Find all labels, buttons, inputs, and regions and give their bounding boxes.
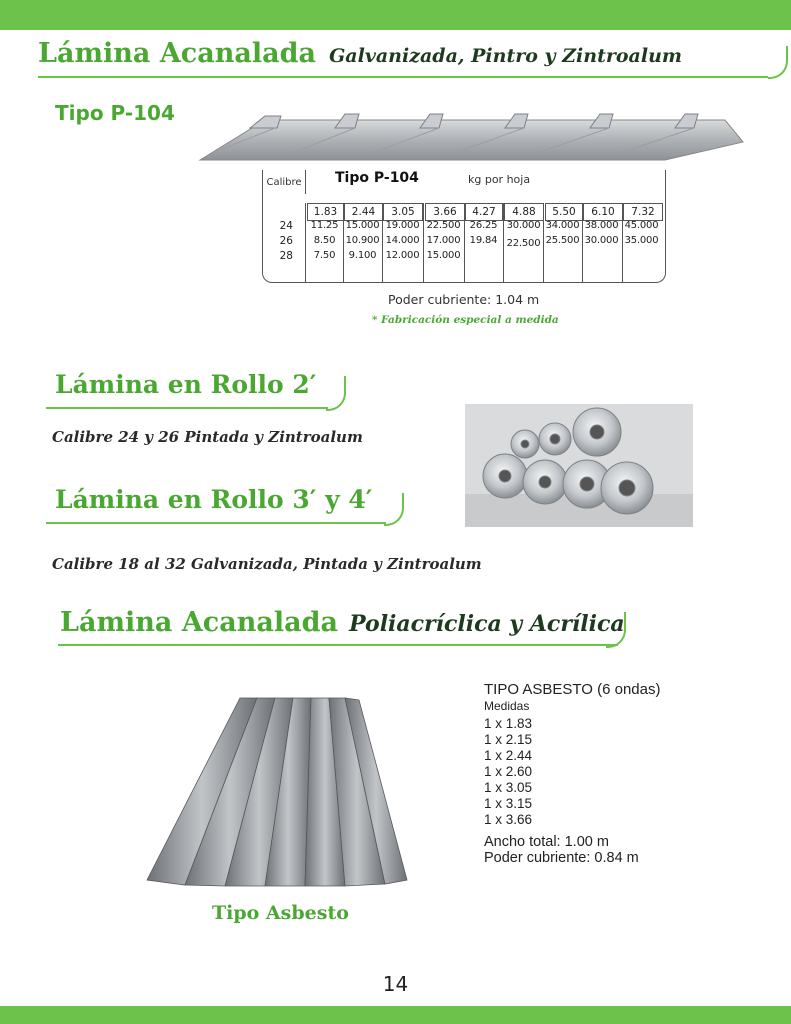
medida-item: 1 x 3.66: [484, 812, 533, 827]
rollo2-description: Calibre 24 y 26 Pintada y Zintroalum: [52, 428, 363, 446]
rollo2-underline: [46, 407, 328, 409]
title-underline: [38, 76, 768, 78]
calibre-value: 26: [279, 235, 293, 247]
table-cell: 25.500: [545, 235, 580, 246]
calibre-value: 28: [279, 250, 293, 262]
calibre-value: 24: [279, 220, 293, 232]
table-divider: [503, 203, 504, 282]
table-divider: [423, 203, 424, 282]
length-header: 6.10: [583, 203, 623, 221]
table-cell: 10.900: [345, 235, 380, 246]
asbesto-poder-cubriente: Poder cubriente: 0.84 m: [484, 850, 639, 866]
rollo34-title-text: Lámina en Rollo 3′ y 4′: [55, 485, 373, 514]
table-cell: 17.000: [426, 235, 461, 246]
asbesto-label: Tipo Asbesto: [212, 902, 349, 924]
medidas-label: Medidas: [484, 699, 530, 713]
kg-header: kg por hoja: [468, 173, 531, 186]
rollo2-title-text: Lámina en Rollo 2′: [55, 370, 317, 399]
table-cell: 38.000: [584, 220, 619, 231]
length-header: 7.32: [623, 203, 663, 221]
medida-item: 1 x 1.83: [484, 716, 533, 731]
length-header: 3.05: [383, 203, 423, 221]
tipo-header: Tipo P-104: [335, 170, 419, 186]
table-cell: 30.000: [506, 220, 541, 231]
p104-poder-cubriente: Poder cubriente: 1.04 m: [388, 292, 540, 307]
page-title: [38, 38, 682, 69]
table-cell: 9.100: [348, 250, 377, 261]
rollo34-description: Calibre 18 al 32 Galvanizada, Pintada y Zintroalum: [52, 555, 482, 573]
asbesto-ancho-total: Ancho total: 1.00 m: [484, 834, 609, 850]
page-title-sub: Galvanizada, Pintro y Zintroalum: [329, 45, 682, 67]
table-cell: 7.50: [313, 250, 336, 261]
rollo2-title: [55, 370, 316, 399]
table-cell: 15.000: [345, 220, 380, 231]
top-green-bar: [0, 0, 791, 30]
p104-fabricacion-note: * Fabricación especial a medida: [372, 314, 559, 326]
medida-item: 1 x 2.60: [484, 764, 533, 779]
rollo34-underline-hook: [384, 493, 404, 526]
poli-underline-hook: [606, 612, 626, 648]
table-divider: [382, 203, 383, 282]
length-header: 2.44: [344, 203, 383, 221]
table-cell: 26.25: [469, 220, 498, 231]
medida-item: 1 x 3.05: [484, 780, 533, 795]
length-header: 5.50: [545, 203, 583, 221]
rollo2-underline-hook: [326, 376, 346, 411]
table-cell: 8.50: [313, 235, 336, 246]
poli-underline: [58, 644, 618, 646]
asbesto-sheet-image: [145, 690, 410, 890]
page-number: 14: [382, 972, 409, 996]
poli-title-sub: Poliacríclica y Acrílica: [349, 611, 625, 637]
table-cell: 45.000: [624, 220, 659, 231]
table-cell: 35.000: [624, 235, 659, 246]
length-header: 4.27: [465, 203, 503, 221]
poli-title-main: Lámina Acanalada: [60, 607, 338, 638]
p104-weight-table: [262, 170, 666, 283]
table-cell: 34.000: [545, 220, 580, 231]
steel-rolls-image: [465, 404, 693, 527]
length-header: 1.83: [307, 203, 344, 221]
p104-label: Tipo P-104: [55, 101, 175, 125]
page-title-main: Lámina Acanalada: [38, 38, 316, 69]
medida-item: 1 x 2.15: [484, 732, 533, 747]
table-cell: 11.25: [310, 220, 339, 231]
title-underline-hook: [768, 46, 788, 79]
table-cell: 12.000: [385, 250, 420, 261]
p104-sheet-image: [195, 110, 745, 165]
table-cell: 19.000: [385, 220, 420, 231]
poli-title: [60, 607, 625, 638]
rollo34-underline: [46, 522, 386, 524]
table-cell: 14.000: [385, 235, 420, 246]
bottom-green-bar: [0, 1006, 791, 1024]
table-cell: 30.000: [584, 235, 619, 246]
asbesto-heading: TIPO ASBESTO (6 ondas): [484, 681, 661, 698]
rollo34-title: [55, 485, 372, 514]
medida-item: 1 x 3.15: [484, 796, 533, 811]
medida-item: 1 x 2.44: [484, 748, 533, 763]
length-header: 4.88: [504, 203, 544, 221]
table-cell: 22.500: [426, 220, 461, 231]
calibre-header: Calibre: [263, 170, 306, 194]
table-cell: 15.000: [426, 250, 461, 261]
length-header: 3.66: [425, 203, 465, 221]
table-cell: 22.500: [506, 238, 541, 249]
table-cell: 19.84: [469, 235, 498, 246]
